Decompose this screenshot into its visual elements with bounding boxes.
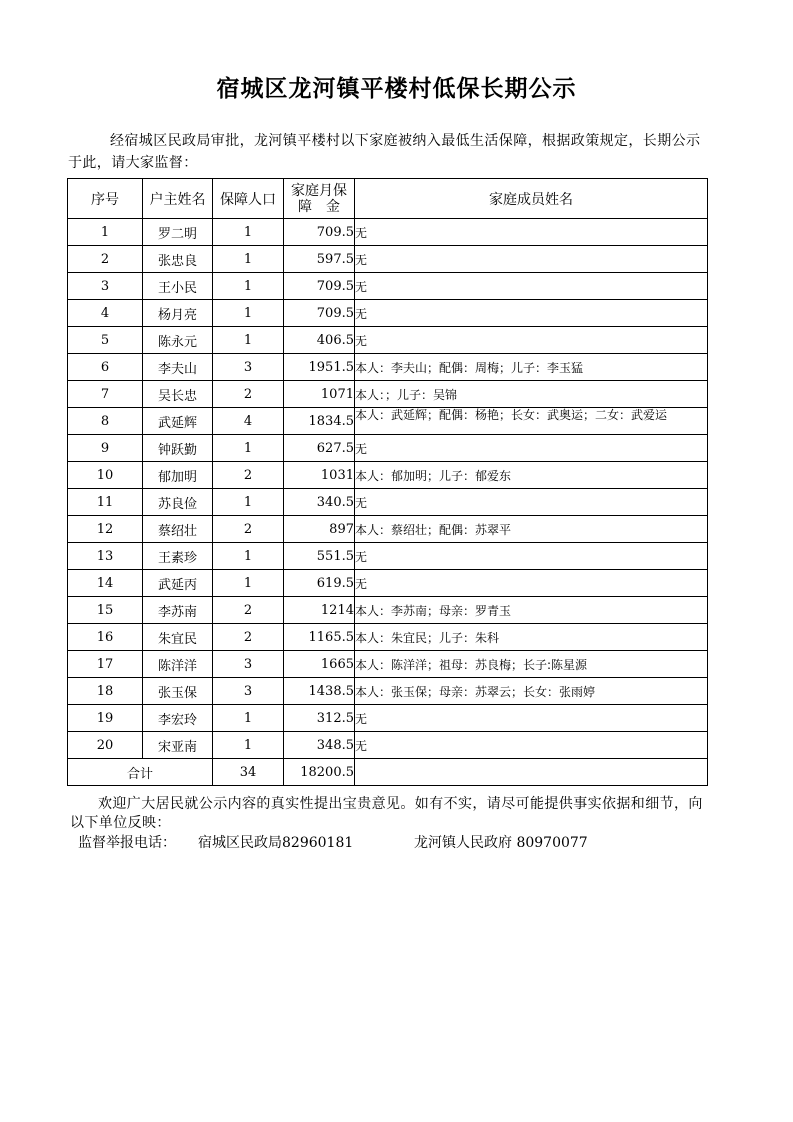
row-amount: 312.5 <box>284 705 355 732</box>
total-row <box>68 759 708 786</box>
row-amount: 348.5 <box>284 732 355 759</box>
row-members: 本人：陈洋洋；祖母：苏良梅；长子:陈星源 <box>355 651 708 678</box>
table-header-row <box>68 179 708 219</box>
table-row <box>68 732 708 759</box>
table-row <box>68 300 708 327</box>
header-head-name: 户主姓名 <box>143 179 213 219</box>
row-head-name: 陈永元 <box>143 327 213 354</box>
page-title: 宿城区龙河镇平楼村低保长期公示 <box>216 76 577 102</box>
row-head-name: 王小民 <box>143 273 213 300</box>
row-members: 无 <box>355 327 708 354</box>
row-members: 本人：郁加明；儿子：郁爱东 <box>355 462 708 489</box>
row-amount: 709.5 <box>284 300 355 327</box>
table-row <box>68 462 708 489</box>
row-no: 8 <box>68 408 143 435</box>
row-head-name: 王素珍 <box>143 543 213 570</box>
row-members: 本人：张玉保；母亲：苏翠云；长女：张雨婷 <box>355 678 708 705</box>
row-no: 6 <box>68 354 143 381</box>
contacts-label: 监督举报电话： <box>78 835 176 851</box>
row-members: 无 <box>355 543 708 570</box>
row-no: 11 <box>68 489 143 516</box>
row-no: 18 <box>68 678 143 705</box>
table-row <box>68 597 708 624</box>
row-head-name: 郁加明 <box>143 462 213 489</box>
header-members: 家庭成员姓名 <box>355 179 708 219</box>
header-count: 保障人口 <box>213 179 284 219</box>
table-row <box>68 327 708 354</box>
table-row <box>68 354 708 381</box>
row-no: 5 <box>68 327 143 354</box>
row-members: 无 <box>355 435 708 462</box>
row-no: 20 <box>68 732 143 759</box>
row-no: 7 <box>68 381 143 408</box>
table-row <box>68 273 708 300</box>
row-head-name: 苏良俭 <box>143 489 213 516</box>
row-no: 16 <box>68 624 143 651</box>
row-head-name: 李夫山 <box>143 354 213 381</box>
row-amount: 709.5 <box>284 219 355 246</box>
row-members: 无 <box>355 246 708 273</box>
row-count: 2 <box>213 597 284 624</box>
table-row <box>68 489 708 516</box>
header-amount-line2: 障 金 <box>298 198 340 215</box>
row-amount: 709.5 <box>284 273 355 300</box>
row-members: 本人：武延辉；配偶：杨艳；长女：武奥运；二女：武爱运 <box>355 408 708 435</box>
total-label: 合计 <box>68 759 213 786</box>
row-count: 1 <box>213 732 284 759</box>
row-count: 1 <box>213 300 284 327</box>
row-head-name: 武延丙 <box>143 570 213 597</box>
row-count: 2 <box>213 381 284 408</box>
row-count: 1 <box>213 219 284 246</box>
contact-civil-affairs: 宿城区民政局82960181 <box>198 835 354 851</box>
row-count: 3 <box>213 354 284 381</box>
table-row <box>68 651 708 678</box>
table-row <box>68 570 708 597</box>
row-count: 2 <box>213 462 284 489</box>
row-no: 4 <box>68 300 143 327</box>
row-members: 无 <box>355 300 708 327</box>
row-amount: 1951.5 <box>284 354 355 381</box>
row-amount: 1214 <box>284 597 355 624</box>
row-amount: 1665 <box>284 651 355 678</box>
table-row <box>68 435 708 462</box>
row-count: 1 <box>213 273 284 300</box>
row-members: 无 <box>355 732 708 759</box>
row-no: 19 <box>68 705 143 732</box>
row-head-name: 李宏玲 <box>143 705 213 732</box>
row-members: 无 <box>355 489 708 516</box>
row-head-name: 张忠良 <box>143 246 213 273</box>
row-no: 2 <box>68 246 143 273</box>
row-count: 2 <box>213 516 284 543</box>
row-amount: 1165.5 <box>284 624 355 651</box>
row-no: 13 <box>68 543 143 570</box>
row-amount: 627.5 <box>284 435 355 462</box>
row-head-name: 陈洋洋 <box>143 651 213 678</box>
row-members: 无 <box>355 705 708 732</box>
table-row <box>68 543 708 570</box>
row-no: 10 <box>68 462 143 489</box>
row-head-name: 杨月亮 <box>143 300 213 327</box>
row-count: 1 <box>213 435 284 462</box>
row-count: 1 <box>213 705 284 732</box>
table-row <box>68 381 708 408</box>
row-head-name: 宋亚南 <box>143 732 213 759</box>
header-amount-line1: 家庭月保 <box>291 182 347 199</box>
row-members: 本人：蔡绍壮；配偶：苏翠平 <box>355 516 708 543</box>
row-amount: 619.5 <box>284 570 355 597</box>
total-members <box>355 759 708 786</box>
table-row <box>68 219 708 246</box>
table-row <box>68 705 708 732</box>
row-count: 4 <box>213 408 284 435</box>
table-row <box>68 516 708 543</box>
subsidy-table <box>67 178 708 786</box>
table-row <box>68 678 708 705</box>
row-members: 本人：朱宜民；儿子：朱科 <box>355 624 708 651</box>
row-head-name: 武延辉 <box>143 408 213 435</box>
table-row <box>68 246 708 273</box>
row-amount: 1834.5 <box>284 408 355 435</box>
row-head-name: 罗二明 <box>143 219 213 246</box>
row-head-name: 张玉保 <box>143 678 213 705</box>
row-members: 本人：李夫山；配偶：周梅；儿子：李玉猛 <box>355 354 708 381</box>
row-no: 15 <box>68 597 143 624</box>
row-amount: 1031 <box>284 462 355 489</box>
row-count: 3 <box>213 651 284 678</box>
table-row <box>68 624 708 651</box>
row-count: 3 <box>213 678 284 705</box>
table-row <box>68 408 708 435</box>
row-count: 1 <box>213 543 284 570</box>
row-amount: 597.5 <box>284 246 355 273</box>
row-head-name: 朱宜民 <box>143 624 213 651</box>
row-no: 1 <box>68 219 143 246</box>
intro-paragraph: 经宿城区民政局审批，龙河镇平楼村以下家庭被纳入最低生活保障，根据政策规定，长期公示于此，请大家监督： <box>68 133 701 171</box>
contact-town-government: 龙河镇人民政府 80970077 <box>414 835 588 851</box>
total-count: 34 <box>213 759 284 786</box>
row-amount: 340.5 <box>284 489 355 516</box>
row-amount: 1438.5 <box>284 678 355 705</box>
row-head-name: 蔡绍壮 <box>143 516 213 543</box>
row-no: 14 <box>68 570 143 597</box>
header-no: 序号 <box>68 179 143 219</box>
row-count: 1 <box>213 246 284 273</box>
row-amount: 406.5 <box>284 327 355 354</box>
row-no: 9 <box>68 435 143 462</box>
row-head-name: 吴长忠 <box>143 381 213 408</box>
total-amount: 18200.5 <box>284 759 355 786</box>
row-no: 3 <box>68 273 143 300</box>
row-members: 无 <box>355 219 708 246</box>
row-members: 本人：；儿子：吴锦 <box>355 381 708 408</box>
row-count: 1 <box>213 570 284 597</box>
row-count: 2 <box>213 624 284 651</box>
row-members: 无 <box>355 273 708 300</box>
row-amount: 897 <box>284 516 355 543</box>
row-members: 无 <box>355 570 708 597</box>
footer-paragraph: 欢迎广大居民就公示内容的真实性提出宝贵意见。如有不实，请尽可能提供事实依据和细节，向以下单位反映： <box>70 796 703 831</box>
row-no: 17 <box>68 651 143 678</box>
row-head-name: 钟跃勤 <box>143 435 213 462</box>
row-amount: 1071 <box>284 381 355 408</box>
row-count: 1 <box>213 489 284 516</box>
row-amount: 551.5 <box>284 543 355 570</box>
row-count: 1 <box>213 327 284 354</box>
row-no: 12 <box>68 516 143 543</box>
row-members: 本人：李苏南；母亲：罗青玉 <box>355 597 708 624</box>
row-head-name: 李苏南 <box>143 597 213 624</box>
header-amount <box>284 179 355 219</box>
